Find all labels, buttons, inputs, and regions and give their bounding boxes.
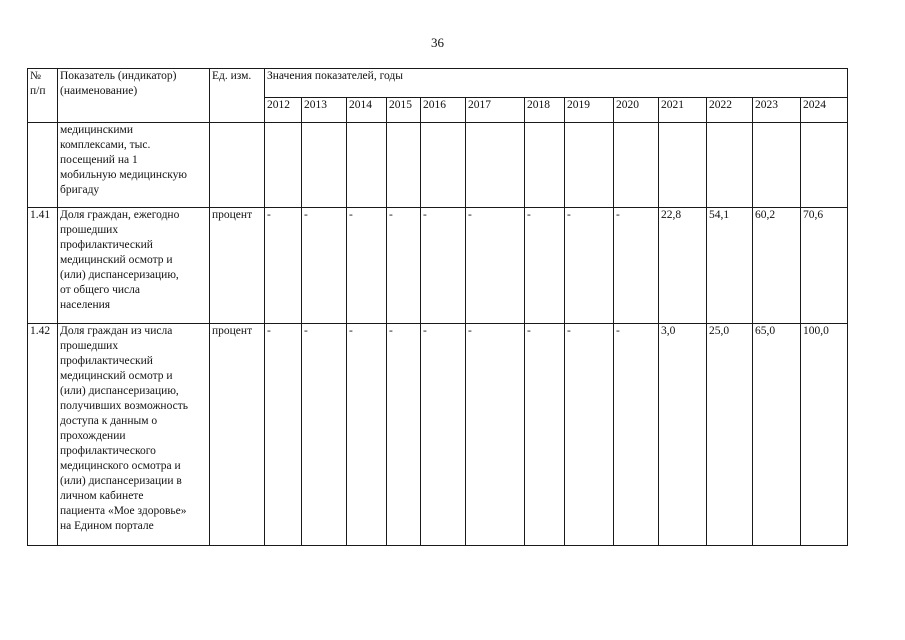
- header-unit-label: Ед. изм.: [212, 70, 252, 82]
- row-unit: процент: [210, 324, 265, 546]
- name-line: Доля граждан из числа: [60, 325, 173, 337]
- row-value: -: [387, 324, 421, 546]
- row-value: -: [614, 208, 659, 324]
- name-line: профилактический: [60, 239, 153, 251]
- row-unit: процент: [210, 208, 265, 324]
- name-line: комплексами, тыс.: [60, 139, 151, 151]
- row-indicator-name: [58, 208, 210, 324]
- year-header: 2021: [659, 98, 707, 123]
- row-value: [753, 123, 801, 208]
- row-value: 65,0: [753, 324, 801, 546]
- name-line: доступа к данным о: [60, 415, 158, 427]
- year-header: 2012: [265, 98, 302, 123]
- year-header: 2013: [302, 98, 347, 123]
- row-value: [421, 123, 466, 208]
- page-number: 36: [431, 35, 444, 50]
- row-value: [302, 123, 347, 208]
- row-unit: [210, 123, 265, 208]
- row-value: -: [302, 208, 347, 324]
- name-line: прошедших: [60, 340, 119, 352]
- header-num-line1: №: [30, 70, 41, 82]
- name-line: на Едином портале: [60, 520, 154, 532]
- name-line: бригаду: [60, 184, 100, 196]
- row-indicator-name: [58, 324, 210, 546]
- table-row: [28, 123, 848, 208]
- name-line: (или) диспансеризацию,: [60, 385, 179, 397]
- row-value: 100,0: [801, 324, 848, 546]
- header-num-cell: [28, 69, 58, 123]
- row-value: 54,1: [707, 208, 753, 324]
- header-indicator-cell: [58, 69, 210, 123]
- row-value: -: [265, 324, 302, 546]
- name-line: профилактический: [60, 355, 153, 367]
- year-header: 2016: [421, 98, 466, 123]
- row-value: 25,0: [707, 324, 753, 546]
- row-value: 3,0: [659, 324, 707, 546]
- year-header: 2018: [525, 98, 565, 123]
- row-value: [801, 123, 848, 208]
- row-value: -: [302, 324, 347, 546]
- table-row: [28, 324, 848, 546]
- row-num: 1.41: [28, 208, 58, 324]
- row-value: -: [387, 208, 421, 324]
- name-line: от общего числа: [60, 284, 141, 296]
- name-line: мобильную медицинскую: [60, 169, 187, 181]
- year-header: 2022: [707, 98, 753, 123]
- row-value: [525, 123, 565, 208]
- row-value: -: [614, 324, 659, 546]
- row-value: [265, 123, 302, 208]
- header-num-line2: п/п: [30, 85, 46, 97]
- name-line: профилактического: [60, 445, 156, 457]
- header-indicator-line2: (наименование): [60, 85, 138, 97]
- name-line: прошедших: [60, 224, 119, 236]
- row-value: 60,2: [753, 208, 801, 324]
- row-value: -: [525, 324, 565, 546]
- name-line: получивших возможность: [60, 400, 188, 412]
- row-num: [28, 123, 58, 208]
- name-line: посещений на 1: [60, 154, 138, 166]
- year-header: 2024: [801, 98, 848, 123]
- header-values-group: Значения показателей, годы: [265, 69, 848, 98]
- name-line: (или) диспансеризацию,: [60, 269, 179, 281]
- row-value: -: [347, 208, 387, 324]
- name-line: (или) диспансеризации в: [60, 475, 182, 487]
- year-header: 2014: [347, 98, 387, 123]
- year-header: 2019: [565, 98, 614, 123]
- row-indicator-name: [58, 123, 210, 208]
- row-value: 22,8: [659, 208, 707, 324]
- name-line: населения: [60, 299, 111, 311]
- row-value: -: [565, 208, 614, 324]
- row-value: [347, 123, 387, 208]
- name-line: медицинского осмотра и: [60, 460, 181, 472]
- row-value: [659, 123, 707, 208]
- row-value: [466, 123, 525, 208]
- header-unit-cell: [210, 69, 265, 123]
- name-line: пациента «Мое здоровье»: [60, 505, 187, 517]
- year-header: 2023: [753, 98, 801, 123]
- year-header: 2020: [614, 98, 659, 123]
- name-line: Доля граждан, ежегодно: [60, 209, 180, 221]
- row-value: -: [466, 324, 525, 546]
- row-value: -: [421, 324, 466, 546]
- header-indicator-line1: Показатель (индикатор): [60, 70, 177, 82]
- name-line: медицинский осмотр и: [60, 254, 173, 266]
- row-value: -: [565, 324, 614, 546]
- row-value: -: [466, 208, 525, 324]
- row-value: 70,6: [801, 208, 848, 324]
- row-value: [387, 123, 421, 208]
- name-line: личном кабинете: [60, 490, 144, 502]
- year-header: 2017: [466, 98, 525, 123]
- name-line: прохождении: [60, 430, 126, 442]
- year-header: 2015: [387, 98, 421, 123]
- row-value: -: [347, 324, 387, 546]
- row-value: [707, 123, 753, 208]
- name-line: медицинский осмотр и: [60, 370, 173, 382]
- row-value: -: [421, 208, 466, 324]
- indicators-table: [27, 68, 848, 546]
- row-value: -: [525, 208, 565, 324]
- header-row-top: [28, 69, 848, 98]
- row-num: 1.42: [28, 324, 58, 546]
- row-value: -: [265, 208, 302, 324]
- table-row: [28, 208, 848, 324]
- name-line: медицинскими: [60, 124, 133, 136]
- row-value: [614, 123, 659, 208]
- row-value: [565, 123, 614, 208]
